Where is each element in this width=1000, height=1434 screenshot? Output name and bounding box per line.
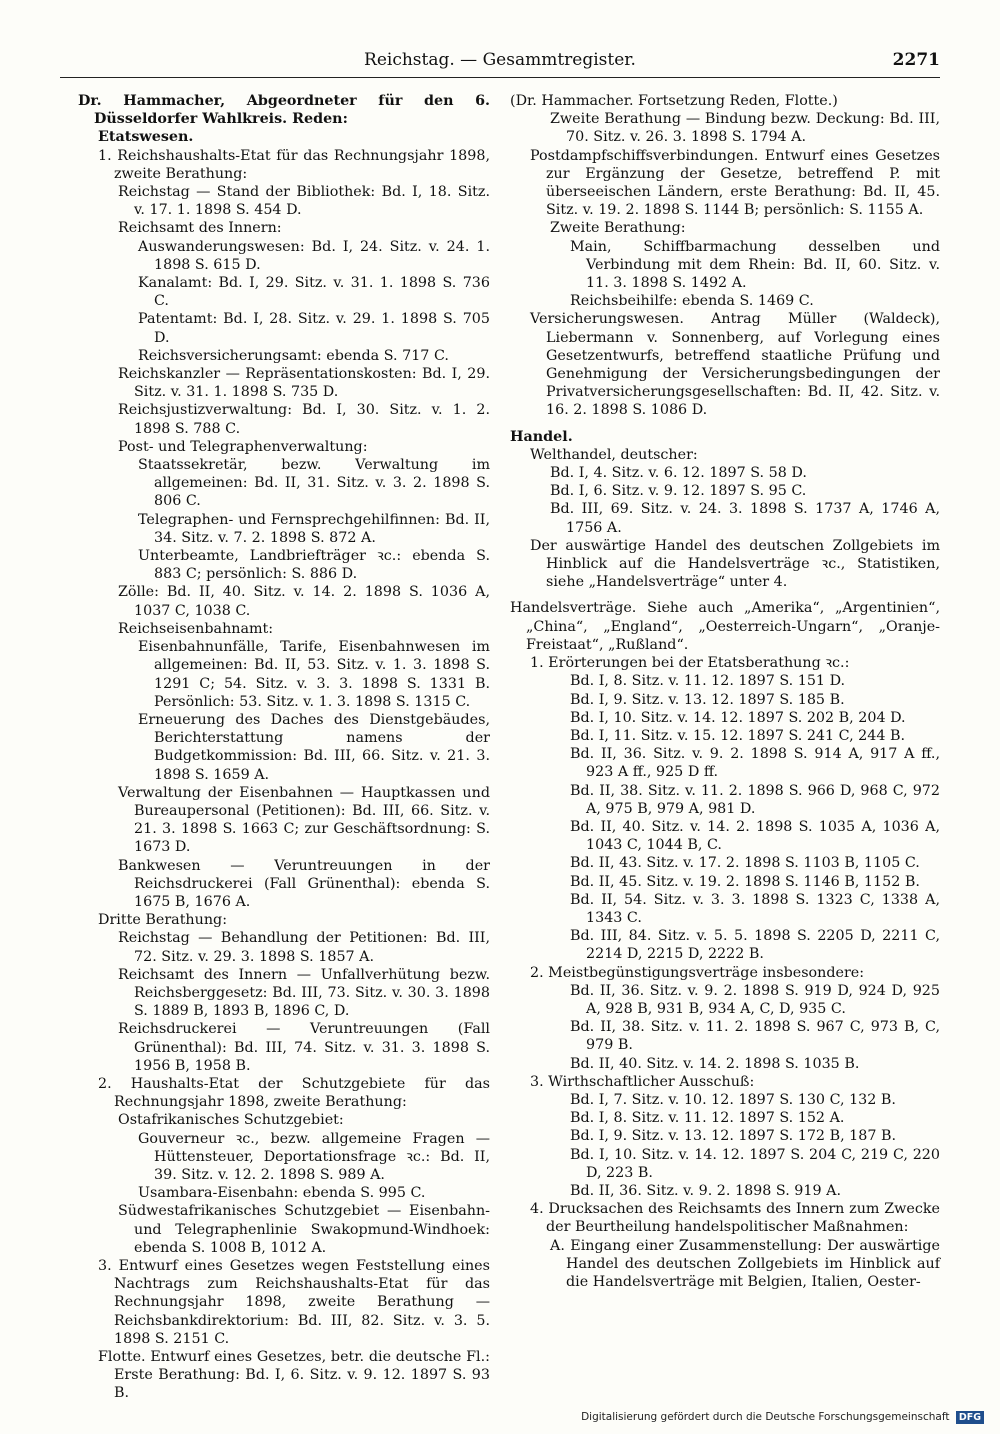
index-entry: Ostafrikanisches Schutzgebiet: (118, 1112, 344, 1129)
index-entry: Bd. II, 43. Sitz. v. 17. 2. 1898 S. 1103 B, 1105 C. (570, 855, 920, 872)
index-entry: 1. Reichshaushalts-Etat für das Rechnungsjahr 1898, zweite Berathung: (98, 147, 490, 182)
index-entry: Bd. I, 9. Sitz. v. 13. 12. 1897 S. 172 B, 187 B. (570, 1128, 897, 1145)
index-entry: Flotte. Entwurf eines Gesetzes, betr. die deutsche Fl.: Erste Berathung: Bd. I, 6. Sitz. v. 9. 12. 1897 S. 93 B. (98, 1349, 490, 1402)
index-entry: Postdampfschiffsverbindungen. Entwurf eines Gesetzes zur Ergänzung der Gesetze, betreffend P. mit überseeischen Ländern, erste Berathung: Bd. II, 45. Sitz. v. 19. 2. 1898 S. 1144 B; persönlich: S. 1155 A. (530, 147, 940, 219)
index-entry: Main, Schiffbarmachung desselben und Verbindung mit dem Rhein: Bd. II, 60. Sitz. v. 11. 3. 1898 S. 1492 A. (570, 238, 940, 292)
index-entry: Bd. I, 10. Sitz. v. 14. 12. 1897 S. 202 B, 204 D. (570, 709, 906, 726)
index-entry: Auswanderungswesen: Bd. I, 24. Sitz. v. 24. 1. 1898 S. 615 D. (138, 238, 490, 273)
index-entry: Bd. II, 40. Sitz. v. 14. 2. 1898 S. 1035 B. (570, 1055, 860, 1072)
index-entry: 2. Haushalts-Etat der Schutzgebiete für das Rechnungsjahr 1898, zweite Berathung: (98, 1075, 490, 1111)
index-entry: A. Eingang einer Zusammenstellung: Der auswärtige Handel des deutschen Zollgebiets im Hinblick auf die Handelsverträge mit Belgien, Italien, Oester- (550, 1237, 940, 1290)
index-entry: Bd. II, 38. Sitz. v. 11. 2. 1898 S. 967 C, 973 B, C, 979 B. (570, 1019, 940, 1054)
index-entry: Reichsbeihilfe: ebenda S. 1469 C. (570, 293, 814, 310)
index-entry: Bd. I, 8. Sitz. v. 11. 12. 1897 S. 151 D. (570, 673, 846, 690)
index-entry: Eisenbahnunfälle, Tarife, Eisenbahnwesen im allgemeinen: Bd. II, 53. Sitz. v. 1. 3. 1898 S. 1291 C; 54. Sitz. v. 3. 3. 1898 S. 1331 B. Persönlich: 53. Sitz. v. 1. 3. 1898 S. 1315 C. (138, 639, 490, 710)
index-entry: Bd. III, 84. Sitz. v. 5. 5. 1898 S. 2205 D, 2211 C, 2214 D, 2215 D, 2222 B. (570, 928, 940, 963)
index-entry: Bd. I, 8. Sitz. v. 11. 12. 1897 S. 152 A. (570, 1110, 845, 1127)
index-entry: Reichsversicherungsamt: ebenda S. 717 C. (138, 347, 449, 364)
index-entry: Bd. II, 36. Sitz. v. 9. 2. 1898 S. 914 A, 917 A ff., 923 A ff., 925 D ff. (570, 746, 940, 781)
index-entry: Bd. I, 4. Sitz. v. 6. 12. 1897 S. 58 D. (550, 465, 807, 482)
index-entry: Bd. II, 36. Sitz. v. 9. 2. 1898 S. 919 D, 924 D, 925 A, 928 B, 931 B, 934 A, C, D, 935 C. (570, 982, 940, 1017)
index-entry: Reichstag — Behandlung der Petitionen: Bd. III, 72. Sitz. v. 29. 3. 1898 S. 1857 A. (118, 930, 490, 965)
running-title: Reichstag. — Gesammtregister. (364, 50, 636, 70)
index-entry: Der auswärtige Handel des deutschen Zollgebiets im Hinblick auf die Handelsverträge ꝛc., Statistiken, siehe „Handelsverträge“ unter 4. (530, 537, 940, 591)
header-rule (60, 77, 940, 78)
index-entry: Reichsamt des Innern — Unfallverhütung bezw. Reichsberggesetz: Bd. III, 73. Sitz. v. 30. 3. 1898 S. 1889 B, 1893 B, 1896 C, D. (118, 966, 490, 1020)
index-entry: Reichsjustizverwaltung: Bd. I, 30. Sitz. v. 1. 2. 1898 S. 788 C. (118, 402, 490, 437)
index-entry: Handelsverträge. Siehe auch „Amerika“, „Argentinien“, „China“, „England“, „Oesterreich-Ungarn“, „Oranje-Freistaat“, „Rußland“. (510, 600, 940, 653)
index-entry: Bd. I, 10. Sitz. v. 14. 12. 1897 S. 204 C, 219 C, 220 D, 223 B. (570, 1146, 940, 1181)
index-entry: Reichskanzler — Repräsentationskosten: Bd. I, 29. Sitz. v. 31. 1. 1898 S. 735 D. (118, 366, 490, 401)
index-entry: Zweite Berathung — Bindung bezw. Deckung: Bd. III, 70. Sitz. v. 26. 3. 1898 S. 1794 A. (550, 111, 940, 146)
index-entry: Bd. I, 9. Sitz. v. 13. 12. 1897 S. 185 B. (570, 691, 845, 708)
dfg-logo: DFG (956, 1411, 984, 1424)
index-entry: Bankwesen — Veruntreuungen in der Reichsdruckerei (Fall Grünenthal): ebenda S. 1675 B, 1676 A. (118, 857, 490, 910)
index-entry: Bd. I, 11. Sitz. v. 15. 12. 1897 S. 241 C, 244 B. (570, 727, 906, 744)
index-entry: Dr. Hammacher, Abgeordneter für den 6. Düsseldorfer Wahlkreis. Reden: (78, 93, 490, 128)
index-entry: 3. Entwurf eines Gesetzes wegen Feststellung eines Nachtrags zum Reichshaushalts-Etat für das Rechnungsjahr 1898, zweite Berathung — Reichsbankdirektorium: Bd. III, 82. Sitz. v. 3. 5. 1898 S. 2151 C. (98, 1258, 490, 1347)
index-entry: Unterbeamte, Landbriefträger ꝛc.: ebenda S. 883 C; persönlich: S. 886 D. (138, 548, 490, 583)
index-entry: Usambara-Eisenbahn: ebenda S. 995 C. (138, 1185, 426, 1202)
index-entry: Bd. III, 69. Sitz. v. 24. 3. 1898 S. 1737 A, 1746 A, 1756 A. (550, 501, 940, 536)
page-number: 2271 (892, 50, 940, 70)
index-entry: 2. Meistbegünstigungsverträge insbesondere: (530, 964, 865, 981)
index-entry: 1. Erörterungen bei der Etatsberathung ꝛc.: (530, 655, 850, 672)
index-entry: Reichsamt des Innern: (118, 220, 282, 237)
index-entry: 3. Wirthschaftlicher Ausschuß: (530, 1073, 755, 1090)
index-entry: Patentamt: Bd. I, 28. Sitz. v. 29. 1. 1898 S. 705 D. (138, 311, 490, 346)
index-entry: Zölle: Bd. II, 40. Sitz. v. 14. 2. 1898 S. 1036 A, 1037 C, 1038 C. (118, 584, 490, 619)
index-entry: Reichseisenbahnamt: (118, 620, 274, 637)
footer-text: Digitalisierung gefördert durch die Deutsche Forschungsgemeinschaft (581, 1411, 950, 1423)
index-entry: Erneuerung des Daches des Dienstgebäudes, Berichterstattung namens der Budgetkommission: Bd. III, 66. Sitz. v. 21. 3. 1898 S. 1659 A. (138, 711, 490, 783)
index-entry: Bd. I, 7. Sitz. v. 10. 12. 1897 S. 130 C, 132 B. (570, 1091, 896, 1108)
page-header (60, 48, 940, 76)
index-entry: Reichstag — Stand der Bibliothek: Bd. I, 18. Sitz. v. 17. 1. 1898 S. 454 D. (118, 184, 490, 219)
right-column (510, 92, 940, 1291)
index-entry: Bd. II, 36. Sitz. v. 9. 2. 1898 S. 919 A. (570, 1182, 841, 1199)
index-entry: Staatssekretär, bezw. Verwaltung im allgemeinen: Bd. II, 31. Sitz. v. 3. 2. 1898 S. 806 C. (138, 457, 490, 510)
index-entry: Südwestafrikanisches Schutzgebiet — Eisenbahn- und Telegraphenlinie Swakopmund-Windhoek: ebenda S. 1008 B, 1012 A. (118, 1203, 490, 1256)
index-entry: Gouverneur ꝛc., bezw. allgemeine Fragen — Hüttensteuer, Deportationsfrage ꝛc.: Bd. II, 39. Sitz. v. 12. 2. 1898 S. 989 A. (138, 1130, 490, 1183)
index-entry: Dritte Berathung: (98, 912, 228, 929)
index-entry: Post- und Telegraphenverwaltung: (118, 438, 368, 455)
index-entry: Bd. I, 6. Sitz. v. 9. 12. 1897 S. 95 C. (550, 483, 807, 500)
index-entry: Reichsdruckerei — Veruntreuungen (Fall Grünenthal): Bd. III, 74. Sitz. v. 31. 3. 1898 S. 1956 B, 1958 B. (118, 1021, 490, 1074)
index-entry: Bd. II, 54. Sitz. v. 3. 3. 1898 S. 1323 C, 1338 A, 1343 C. (570, 891, 940, 926)
left-column (78, 92, 490, 1403)
footer-credit (581, 1411, 984, 1424)
index-entry: Zweite Berathung: (550, 220, 686, 237)
index-entry: Bd. II, 45. Sitz. v. 19. 2. 1898 S. 1146 B, 1152 B. (570, 873, 920, 890)
index-entry: Bd. II, 38. Sitz. v. 11. 2. 1898 S. 966 D, 968 C, 972 A, 975 B, 979 A, 981 D. (570, 782, 940, 817)
index-entry: Kanalamt: Bd. I, 29. Sitz. v. 31. 1. 1898 S. 736 C. (138, 275, 490, 310)
index-entry: Bd. II, 40. Sitz. v. 14. 2. 1898 S. 1035 A, 1036 A, 1043 C, 1044 B, C. (570, 818, 940, 854)
index-entry: (Dr. Hammacher. Fortsetzung Reden, Flotte.) (510, 93, 838, 109)
index-entry: Welthandel, deutscher: (530, 446, 698, 463)
index-entry: Telegraphen- und Fernsprechgehilfinnen: Bd. II, 34. Sitz. v. 7. 2. 1898 S. 872 A. (138, 511, 490, 546)
index-entry: Etatswesen. (98, 129, 194, 146)
index-entry: Verwaltung der Eisenbahnen — Hauptkassen und Bureaupersonal (Petitionen): Bd. III, 66. Sitz. v. 21. 3. 1898 S. 1663 C; zur Geschäftsordnung: S. 1673 D. (118, 784, 490, 856)
index-entry: 4. Drucksachen des Reichsamts des Innern zum Zwecke der Beurtheilung handelspolitischer Maßnahmen: (530, 1201, 940, 1236)
index-entry: Versicherungswesen. Antrag Müller (Waldeck), Liebermann v. Sonnenberg, auf Vorlegung eines Gesetzentwurfs, betreffend staatliche Prüfung und Genehmigung der Versicherungsbedingungen der Privatversicherungsgesellschaften: Bd. II, 42. Sitz. v. 16. 2. 1898 S. 1086 D. (530, 311, 940, 419)
index-entry: Handel. (510, 428, 573, 445)
